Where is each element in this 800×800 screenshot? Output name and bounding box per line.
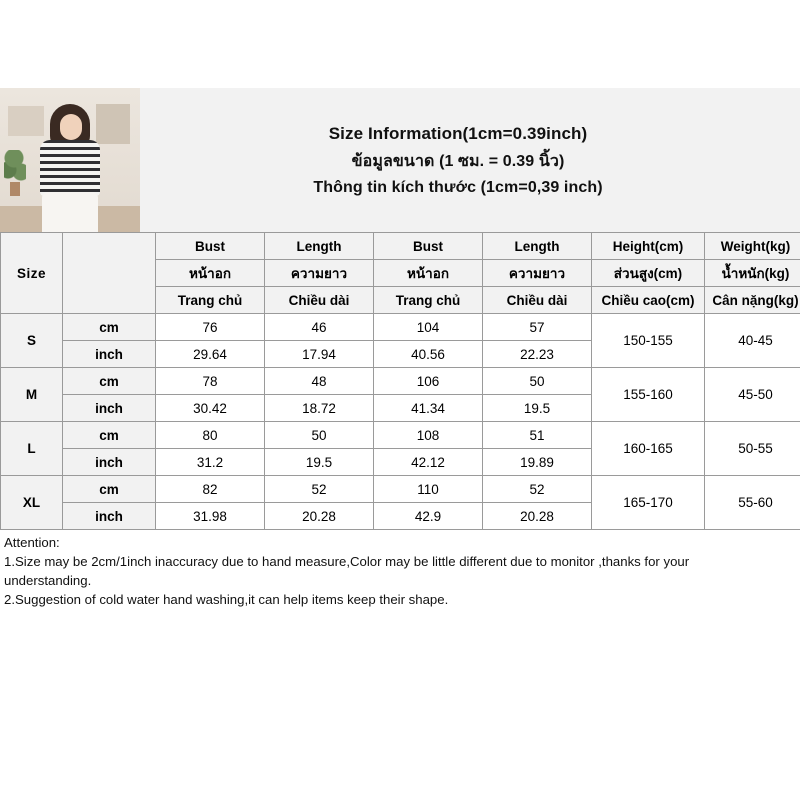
title-thai: ข้อมูลขนาด (1 ซม. = 0.39 นิ้ว) [351,152,565,170]
cell-bust-inch: 31.98 [156,503,265,530]
cell-bust2-inch: 42.12 [374,449,483,476]
cell-bust2-cm: 110 [374,476,483,503]
table-header-row-en [1,233,800,260]
model-striped-top [40,140,100,196]
cell-length-inch: 17.94 [265,341,374,368]
cell-length2-cm: 50 [483,368,592,395]
cell-bust2-cm: 106 [374,368,483,395]
cell-length-cm: 46 [265,314,374,341]
col-header-bust-th: หน้าอก [156,260,265,287]
header-band [0,88,800,232]
row-unit-cm: cm [63,314,156,341]
col-header-height-vi: Chiều cao(cm) [592,287,705,314]
cell-weight: 55-60 [705,476,800,530]
cell-length-cm: 52 [265,476,374,503]
cell-length2-cm: 51 [483,422,592,449]
cell-height: 150-155 [592,314,705,368]
cell-bust2-cm: 108 [374,422,483,449]
cell-bust-cm: 82 [156,476,265,503]
row-unit-cm: cm [63,422,156,449]
cell-height: 155-160 [592,368,705,422]
col-header-length-vi: Chiều dài [265,287,374,314]
cell-height: 165-170 [592,476,705,530]
row-size-label: S [1,314,63,368]
col-header-height-th: ส่วนสูง(cm) [592,260,705,287]
col-header-length2-en: Length [483,233,592,260]
cell-weight: 40-45 [705,314,800,368]
row-unit-cm: cm [63,476,156,503]
row-size-label: L [1,422,63,476]
table-row [1,368,800,395]
cell-length-inch: 19.5 [265,449,374,476]
col-header-weight-th: น้ำหนัก(kg) [705,260,800,287]
cell-length-cm: 50 [265,422,374,449]
cell-height: 160-165 [592,422,705,476]
attention-line-1: 1.Size may be 2cm/1inch inaccuracy due to hand measure,Color may be little different due to monitor ,thanks for your [4,554,690,569]
cell-bust2-inch: 40.56 [374,341,483,368]
table-row [1,422,800,449]
size-word-cell: Size [1,233,63,314]
col-header-bust-vi: Trang chủ [156,287,265,314]
col-header-bust2-en: Bust [374,233,483,260]
photo-background [0,88,140,232]
size-table [0,232,800,530]
cell-length2-cm: 52 [483,476,592,503]
plant-decor-icon [4,150,26,196]
cell-weight: 50-55 [705,422,800,476]
model-photo [0,88,140,232]
row-size-label: XL [1,476,63,530]
unit-header-cell [63,233,156,314]
attention-heading: Attention: [4,535,60,550]
col-header-length2-th: ความยาว [483,260,592,287]
cell-bust-inch: 29.64 [156,341,265,368]
cell-bust2-cm: 104 [374,314,483,341]
title-block [140,88,800,232]
table-row [1,476,800,503]
attention-line-1-cont: understanding. [4,573,92,588]
col-header-bust-en: Bust [156,233,265,260]
row-unit-inch: inch [63,449,156,476]
cell-length2-inch: 19.89 [483,449,592,476]
cell-bust-cm: 80 [156,422,265,449]
col-header-length2-vi: Chiều dài [483,287,592,314]
cell-length2-inch: 20.28 [483,503,592,530]
cell-length2-inch: 22.23 [483,341,592,368]
col-header-length-en: Length [265,233,374,260]
cell-bust-inch: 31.2 [156,449,265,476]
attention-block [0,530,800,609]
cell-length-cm: 48 [265,368,374,395]
cell-bust2-inch: 42.9 [374,503,483,530]
row-size-label: M [1,368,63,422]
model-face [60,114,82,140]
cell-bust-inch: 30.42 [156,395,265,422]
col-header-height-en: Height(cm) [592,233,705,260]
row-unit-cm: cm [63,368,156,395]
cell-bust-cm: 78 [156,368,265,395]
cell-length-inch: 18.72 [265,395,374,422]
col-header-bust2-th: หน้าอก [374,260,483,287]
model-skirt [42,192,98,232]
cell-length-inch: 20.28 [265,503,374,530]
cell-weight: 45-50 [705,368,800,422]
title-english: Size Information(1cm=0.39inch) [328,123,588,143]
cell-bust-cm: 76 [156,314,265,341]
col-header-weight-en: Weight(kg) [705,233,800,260]
title-vietnamese: Thông tin kích thước (1cm=0,39 inch) [313,178,603,196]
col-header-weight-vi: Cân nặng(kg) [705,287,800,314]
cell-length2-inch: 19.5 [483,395,592,422]
row-unit-inch: inch [63,395,156,422]
size-chart-sheet [0,88,800,610]
row-unit-inch: inch [63,341,156,368]
col-header-bust2-vi: Trang chủ [374,287,483,314]
cell-length2-cm: 57 [483,314,592,341]
cell-bust2-inch: 41.34 [374,395,483,422]
col-header-length-th: ความยาว [265,260,374,287]
row-unit-inch: inch [63,503,156,530]
attention-line-2: 2.Suggestion of cold water hand washing,it can help items keep their shape. [4,592,449,607]
table-row [1,314,800,341]
